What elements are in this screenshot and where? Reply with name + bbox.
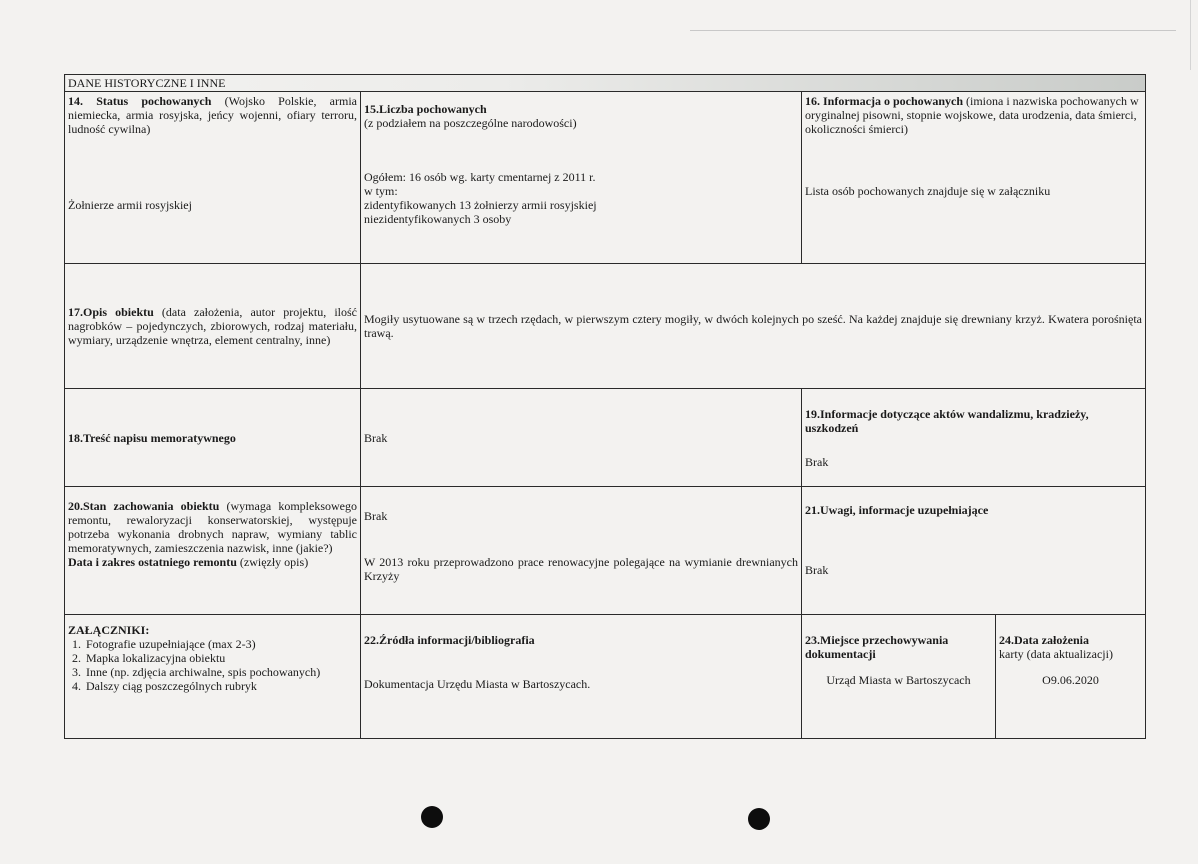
scan-edge-line <box>1190 0 1191 70</box>
cell-17-label <box>65 264 361 389</box>
cell-20-value <box>361 487 802 615</box>
label-15: 15.Liczba pochowanych <box>364 102 487 116</box>
value-15-unidentified: niezidentyfikowanych 3 osoby <box>364 212 512 226</box>
punch-hole-left <box>421 806 443 828</box>
label-20: 20.Stan zachowania obiektu (wymaga kompleksowego remontu, rewaloryzacji konserwatorskiej, występuje potrzeba wykonania drobnych napraw, wymiany tablic memoratywnych, zamieszczenia nazwisk, inne (jakie?) Data i zakres ostatniego remontu (zwięzły opis) <box>68 499 357 569</box>
cell-15 <box>361 92 802 264</box>
attachments-list <box>68 637 357 693</box>
label-21: 21.Uwagi, informacje uzupełniające <box>805 503 989 517</box>
historical-data-table <box>64 74 1146 739</box>
cell-22 <box>361 615 802 739</box>
label-24: 24.Data założenia <box>999 633 1089 647</box>
value-14: Żołnierze armii rosyjskiej <box>68 198 192 212</box>
value-15-identified: zidentyfikowanych 13 żołnierzy armii rosyjskiej <box>364 198 597 212</box>
label-15-sub: (z podziałem na poszczególne narodowości) <box>364 116 577 130</box>
row-17 <box>65 264 1146 389</box>
row-20-21 <box>65 487 1146 615</box>
cell-20-label <box>65 487 361 615</box>
value-23: Urząd Miasta w Bartoszycach <box>826 673 971 687</box>
value-24: O9.06.2020 <box>1042 673 1099 687</box>
value-21: Brak <box>805 563 829 577</box>
value-20-renovation: W 2013 roku przeprowadzono prace renowacyjne polegające na wymianie drewnianych Krzyży <box>364 555 798 583</box>
row-22-24 <box>65 615 1146 739</box>
value-22: Dokumentacja Urzędu Miasta w Bartoszycach. <box>364 677 591 691</box>
value-16: Lista osób pochowanych znajduje się w załączniku <box>805 184 1051 198</box>
header-row <box>65 75 1146 92</box>
label-19: 19.Informacje dotyczące aktów wandalizmu, kradzieży, uszkodzeń <box>805 407 1089 435</box>
cell-16 <box>802 92 1146 264</box>
cell-21 <box>802 487 1146 615</box>
value-17: Mogiły usytuowane są w trzech rzędach, w pierwszym cztery mogiły, w dwóch kolejnych po sześć. Na każdej znajduje się drewniany krzyż. Kwatera porośnięta trawą. <box>364 312 1142 340</box>
attachment-item: 3. Inne (np. zdjęcia archiwalne, spis pochowanych) <box>84 665 357 679</box>
attachments-title: ZAŁĄCZNIKI: <box>68 623 150 637</box>
value-15-total: Ogółem: 16 osób wg. karty cmentarnej z 2011 r. <box>364 170 596 184</box>
label-23: 23.Miejsce przechowywania dokumentacji <box>805 633 949 661</box>
cell-14 <box>65 92 361 264</box>
section-header: DANE HISTORYCZNE I INNE <box>65 75 1146 92</box>
cell-23 <box>802 615 996 739</box>
label-14: 14. Status pochowanych (Wojsko Polskie, armia niemiecka, armia rosyjska, jeńcy wojenni, ofiary terroru, ludność cywilna) <box>68 94 357 136</box>
label-24-sub: karty (data aktualizacji) <box>999 647 1113 661</box>
value-20-state: Brak <box>364 509 388 523</box>
cell-19 <box>802 389 1146 487</box>
label-22: 22.Źródła informacji/bibliografia <box>364 633 535 647</box>
row-18-19 <box>65 389 1146 487</box>
cell-18-label <box>65 389 361 487</box>
attachment-item: 1. Fotografie uzupełniające (max 2-3) <box>84 637 357 651</box>
label-18: 18.Treść napisu memoratywnego <box>68 430 236 445</box>
attachment-item: 4. Dalszy ciąg poszczególnych rubryk <box>84 679 357 693</box>
attachment-item: 2. Mapka lokalizacyjna obiektu <box>84 651 357 665</box>
label-16: 16. Informacja o pochowanych (imiona i nazwiska pochowanych w oryginalnej pisowni, stopnie wojskowe, data urodzenia, data śmierci, okoliczności śmierci) <box>805 94 1139 136</box>
value-15-intro: w tym: <box>364 184 398 198</box>
punch-hole-right <box>748 808 770 830</box>
cell-24 <box>996 615 1146 739</box>
cell-17-value <box>361 264 1146 389</box>
value-19: Brak <box>805 455 829 469</box>
label-17: 17.Opis obiektu (data założenia, autor projektu, ilość nagrobków – pojedynczych, zbiorowych, rodzaj materiału, wymiary, urządzenie wnętrza, element centralny, inne) <box>68 305 357 347</box>
value-18: Brak <box>364 430 388 445</box>
cell-attachments <box>65 615 361 739</box>
form-sheet <box>64 74 1145 739</box>
row-14-16 <box>65 92 1146 264</box>
cell-18-value <box>361 389 802 487</box>
scan-top-line <box>690 30 1176 31</box>
